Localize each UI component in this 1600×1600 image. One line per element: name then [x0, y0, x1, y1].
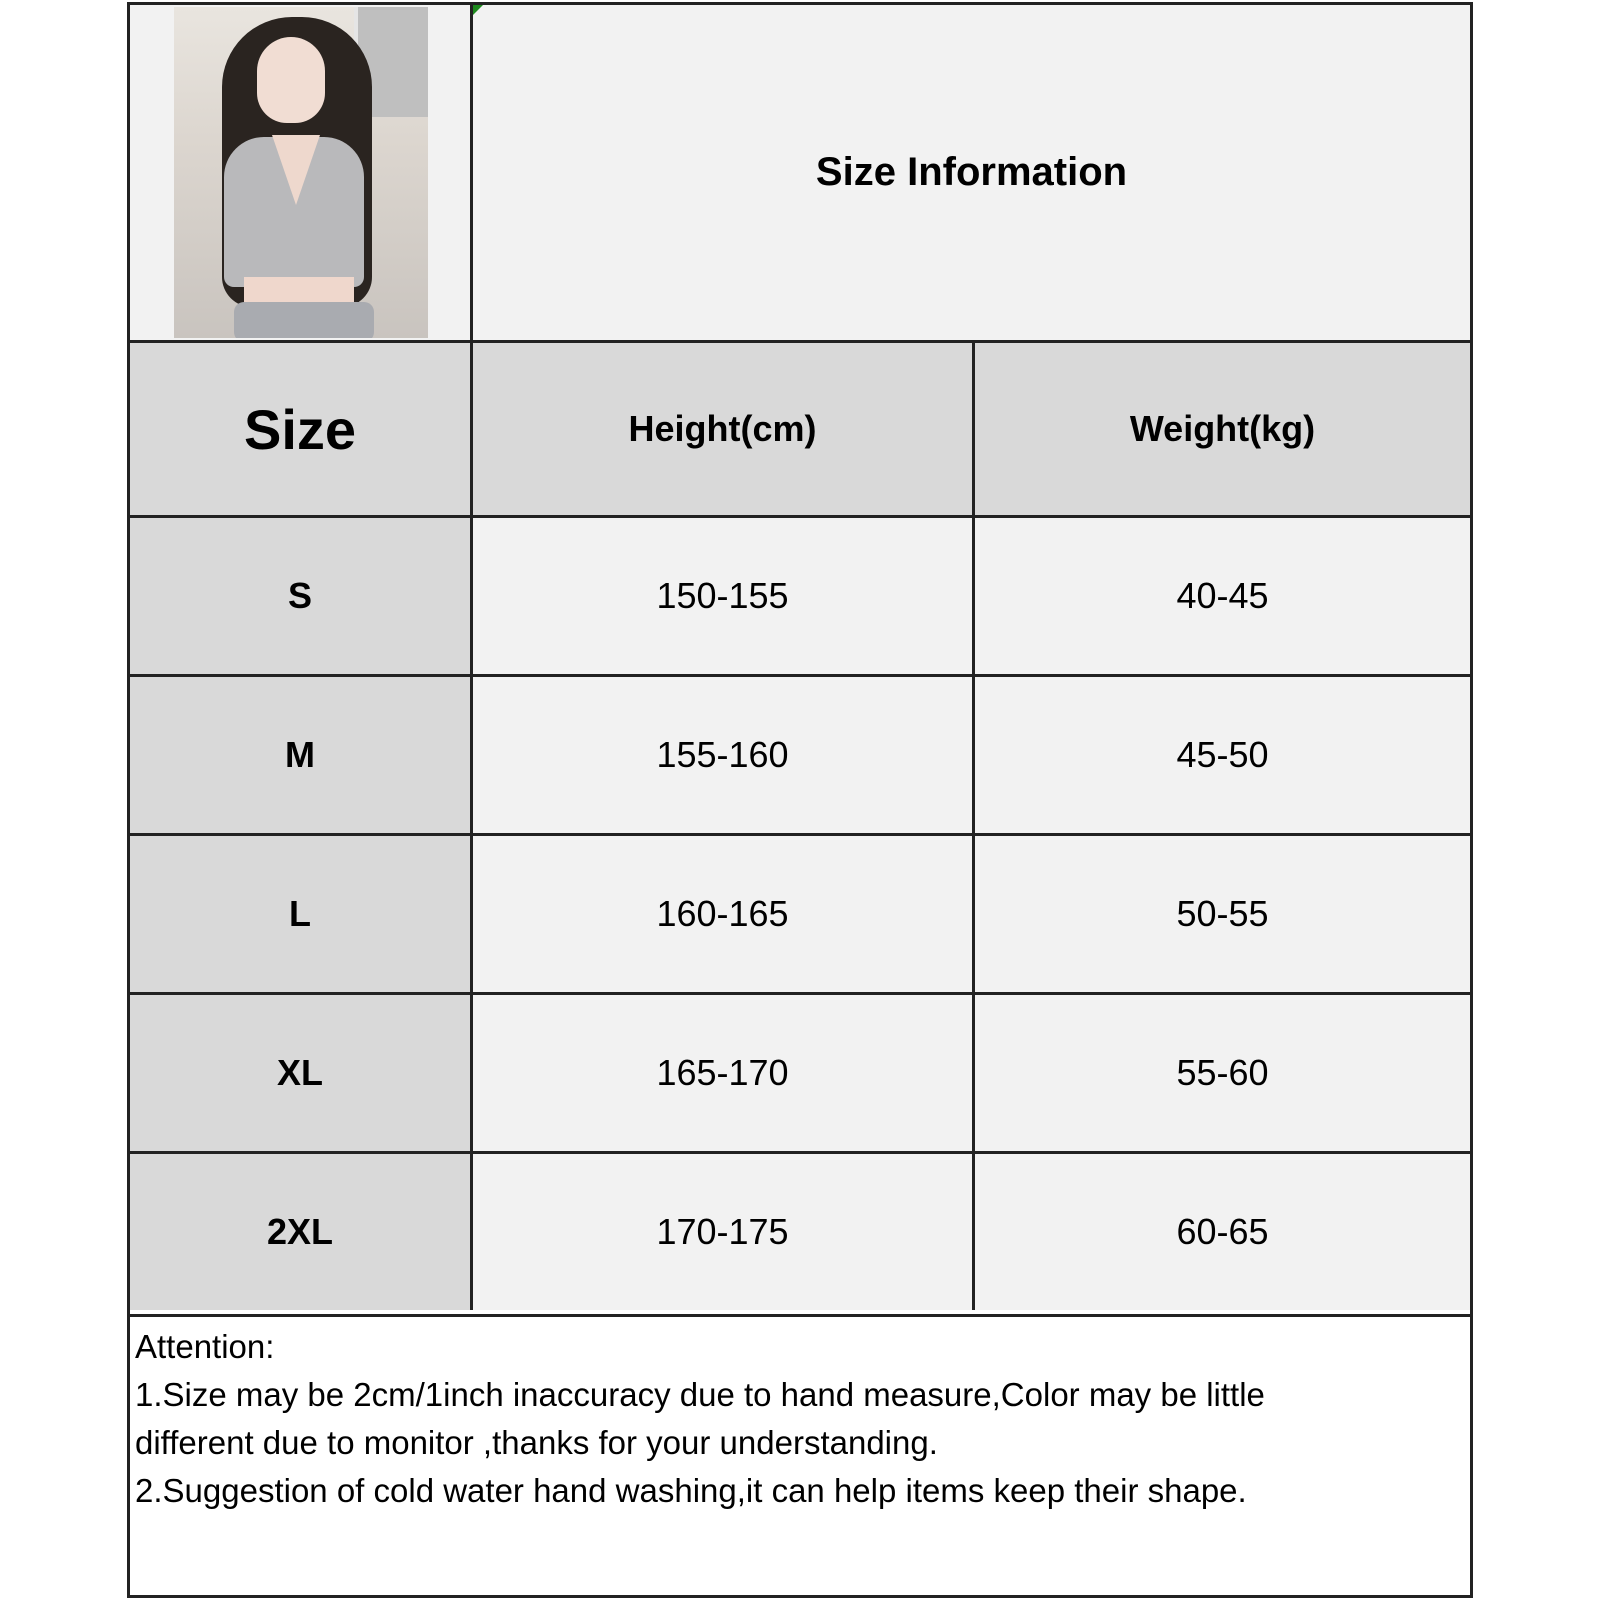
photo-cell	[130, 5, 473, 340]
attention-notes	[130, 1314, 1470, 1595]
notes-line: 1.Size may be 2cm/1inch inaccuracy due to hand measure,Color may be little	[135, 1376, 1265, 1413]
size-cell: XL	[130, 995, 470, 1151]
weight-cell: 55-60	[975, 995, 1470, 1151]
weight-cell: 60-65	[975, 1154, 1470, 1310]
title-cell	[473, 5, 1470, 340]
size-cell: 2XL	[130, 1154, 470, 1310]
weight-cell: 45-50	[975, 677, 1470, 833]
notes-line: different due to monitor ,thanks for your understanding.	[135, 1424, 938, 1461]
weight-cell: 40-45	[975, 518, 1470, 674]
size-table	[130, 343, 1470, 1314]
header-size: Size	[130, 343, 470, 515]
page-title: Size Information	[815, 150, 1128, 194]
cell-marker-icon	[473, 5, 483, 15]
header-row	[130, 5, 1470, 343]
notes-line: 2.Suggestion of cold water hand washing,it can help items keep their shape.	[135, 1472, 1247, 1509]
height-cell: 155-160	[473, 677, 972, 833]
size-cell: M	[130, 677, 470, 833]
height-cell: 150-155	[473, 518, 972, 674]
height-cell: 165-170	[473, 995, 972, 1151]
size-chart	[127, 2, 1473, 1598]
header-weight: Weight(kg)	[975, 343, 1470, 515]
size-cell: L	[130, 836, 470, 992]
height-cell: 170-175	[473, 1154, 972, 1310]
header-height: Height(cm)	[473, 343, 972, 515]
size-cell: S	[130, 518, 470, 674]
height-cell: 160-165	[473, 836, 972, 992]
weight-cell: 50-55	[975, 836, 1470, 992]
notes-heading: Attention:	[135, 1328, 275, 1365]
model-photo	[174, 7, 428, 338]
